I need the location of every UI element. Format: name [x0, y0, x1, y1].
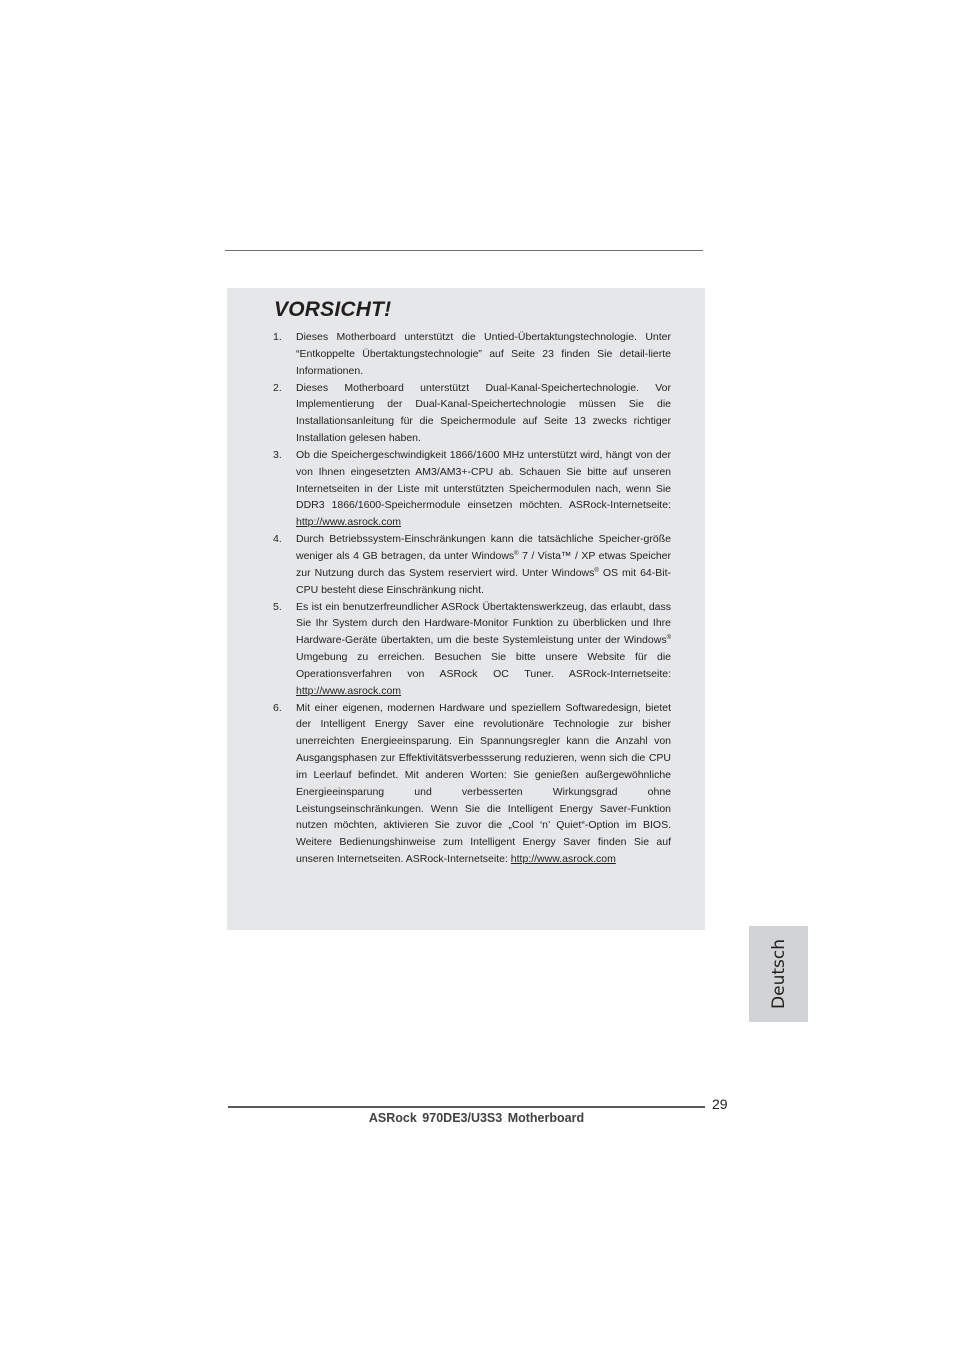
registered-mark: ® [666, 635, 671, 642]
item-number: 4. [273, 533, 282, 546]
caution-item-2 [273, 380, 671, 447]
caution-item-4 [273, 531, 671, 598]
item-text: Dieses Motherboard unterstützt die Untied-Übertaktungstechnologie. Unter “Entkoppelte Übertaktungstechnologie” auf Seite 23 finden Sie detail-lierte Informationen. [296, 331, 671, 377]
language-tab [749, 926, 808, 1022]
item-number: 6. [273, 701, 282, 714]
item-text: Dieses Motherboard unterstützt Dual-Kanal-Speichertechnologie. Vor Implementierung der Dual-Kanal-Speichertechnologie müssen Sie die Installationsanleitung für die Speichermodule auf Seite 13 zwecks richtiger Installation gelesen haben. [296, 381, 671, 445]
page-number: 29 [712, 1096, 728, 1112]
caution-box [227, 288, 705, 930]
caution-list [273, 329, 671, 868]
caution-item-5 [273, 599, 671, 700]
item-text: Es ist ein benutzerfreundlicher ASRock Übertaktenswerkzeug, das erlaubt, dass Sie Ihr System durch den Hardware-Monitor Funktion zu überblicken und Ihre Hardware-Geräte übertakten, um die beste Systemleistung unter der Windows® Umgebung zu erreichen. Besuchen Sie bitte unsere Website für die Operationsverfahren von ASRock OC Tuner. ASRock-Internetseite: http://www.asrock.com [296, 600, 671, 697]
item-text: Mit einer eigenen, modernen Hardware und speziellem Softwaredesign, bietet der Intelligent Energy Saver eine revolutionäre Technologie zur bisher unerreichten Energieeinsparung. Ein Spannungsregler kann die Anzahl von Ausgangsphasen zur Effektivitätsverbessserung reduzieren, wenn sich die CPU im Leerlauf befindet. Mit anderen Worten: Sie genießen außergewöhnliche Energieeinsparung und verbesserten Wirkungsgrad ohne Leistungseinschränkungen. Wenn Sie die Intelligent Energy Saver-Funktion nutzen möchten, aktivieren Sie zuvor die „Cool ‘n’ Quiet“-Option im BIOS. Weitere Bedienungshinweise zum Intelligent Energy Saver finden Sie auf unseren Internetseiten. ASRock-Internetseite: http://www.asrock.com [296, 701, 671, 866]
caution-item-1 [273, 329, 671, 380]
item-number: 1. [273, 331, 282, 343]
registered-mark: ® [594, 567, 599, 574]
item-text: Ob die Speichergeschwindigkeit 1866/1600 MHz unterstützt wird, hängt von der von Ihnen eingesetzten AM3/AM3+-CPU ab. Schauen Sie bitte auf unseren Internetseiten in der Liste mit unterstützten Speichermodulen nach, wenn Sie DDR3 1866/1600-Speichermodule einsetzen möchten. ASRock-Internetseite: http://www.asrock.com [296, 448, 671, 529]
caution-item-3 [273, 447, 671, 531]
item-number: 5. [273, 600, 282, 613]
asrock-website-link[interactable]: http://www.asrock.com [296, 684, 402, 697]
language-tab-label: Deutsch [768, 939, 789, 1009]
asrock-website-link[interactable]: http://www.asrock.com [296, 516, 402, 529]
caution-title: VORSICHT! [274, 298, 392, 321]
item-number: 3. [273, 448, 282, 461]
footer-divider [228, 1106, 705, 1108]
caution-item-6 [273, 700, 671, 868]
asrock-website-link[interactable]: http://www.asrock.com [510, 853, 616, 866]
top-divider [225, 250, 703, 251]
footer-title: ASRock 970DE3/U3S3 Motherboard [368, 1111, 585, 1125]
item-text: Durch Betriebssystem-Einschränkungen kann die tatsächliche Speicher-größe weniger als 4 GB betragen, da unter Windows® 7 / Vista™ / XP etwas Speicher zur Nutzung durch das System reserviert wird. Unter Windows® OS mit 64-Bit-CPU besteht diese Einschränkung nicht. [296, 533, 671, 596]
registered-mark: ® [514, 550, 519, 557]
item-number: 2. [273, 381, 282, 394]
